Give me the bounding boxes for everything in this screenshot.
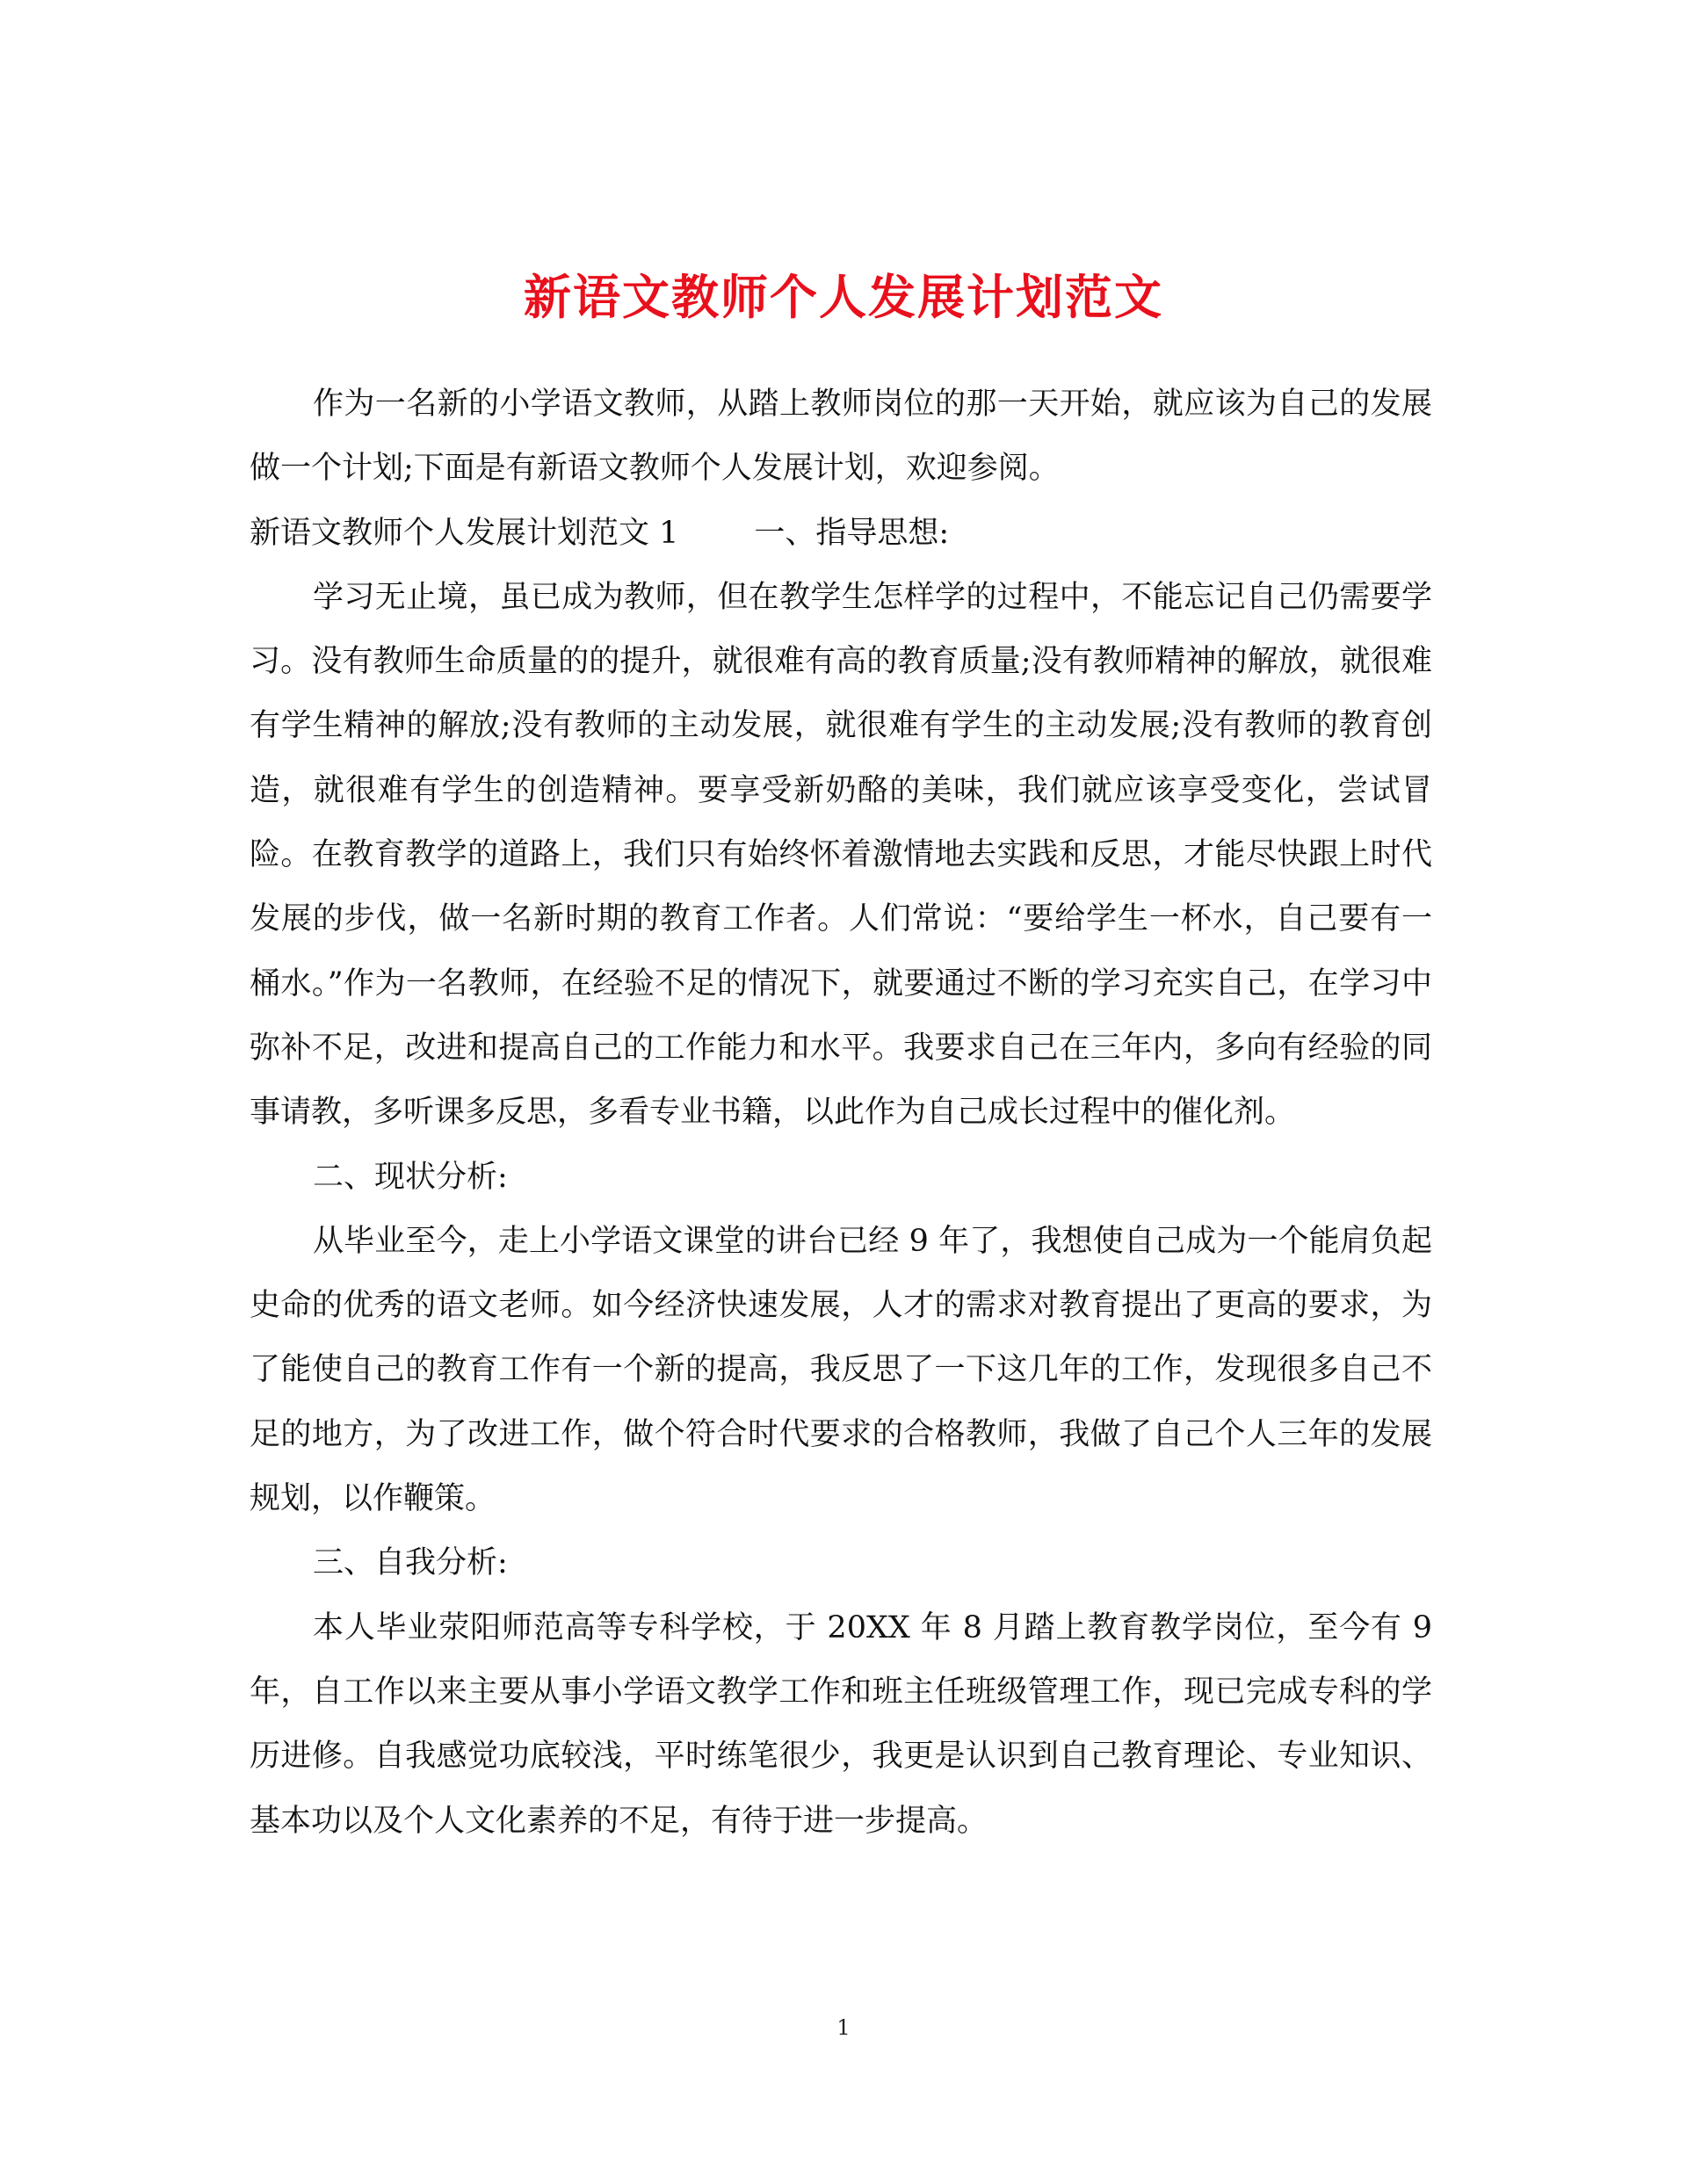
document-title: 新语文教师个人发展计划范文 (524, 269, 1163, 326)
page-number: 1 (836, 2015, 851, 2040)
intro-paragraph: 作为一名新的小学语文教师，从踏上教师岗位的那一天开始，就应该为自己的发展做一个计划;下面是有新语文教师个人发展计划，欢迎参阅。 (250, 387, 1432, 487)
section-1-paragraph: 学习无止境，虽已成为教师，但在教学生怎样学的过程中，不能忘记自己仍需要学习。没有教师生命质量的的提升，就很难有高的教育质量;没有教师精神的解放，就很难有学生精神的解放;没有教师的主动发展，就很难有学生的主动发展;没有教师的教育创造，就很难有学生的创造精神。要享受新奶酪的美味，我们就应该享受变化，尝试冒险。在教育教学的道路上，我们只有始终怀着激情地去实践和反思，才能尽快跟上时代发展的步伐，做一名新时期的教育工作者。人们常说：“要给学生一杯水，自己要有一桶水。”作为一名教师，在经验不足的情况下，就要通过不断的学习充实自己，在学习中弥补不足，改进和提高自己的工作能力和水平。我要求自己在三年内，多向有经验的同事请教，多听课多反思，多看专业书籍，以此作为自己成长过程中的催化剂。 (250, 579, 1432, 1131)
section-2-heading: 二、现状分析: (313, 1159, 508, 1195)
section-3-paragraph: 本人毕业荥阳师范高等专科学校，于 20XX 年 8 月踏上教育教学岗位，至今有 9 年，自工作以来主要从事小学语文教学工作和班主任班级管理工作，现已完成专科的学历进修。自我感觉功底较浅，平时练笔很少，我更是认识到自己教育理论、专业知识、基本功以及个人文化素养的不足，有待于进一步提高。 (250, 1609, 1432, 1839)
sample-label: 新语文教师个人发展计划范文 1 (250, 515, 679, 551)
sample-heading-line (250, 502, 1432, 566)
section-3-heading: 三、自我分析: (313, 1545, 508, 1581)
section-1-heading: 一、指导思想: (754, 515, 950, 551)
document-body (250, 372, 1432, 1854)
section-2-paragraph: 从毕业至今，走上小学语文课堂的讲台已经 9 年了，我想使自己成为一个能肩负起史命的优秀的语文老师。如今经济快速发展，人才的需求对教育提出了更高的要求，为了能使自己的教育工作有一个新的提高，我反思了一下这几年的工作，发现很多自己不足的地方，为了改进工作，做个符合时代要求的合格教师，我做了自己个人三年的发展规划，以作鞭策。 (250, 1223, 1432, 1517)
